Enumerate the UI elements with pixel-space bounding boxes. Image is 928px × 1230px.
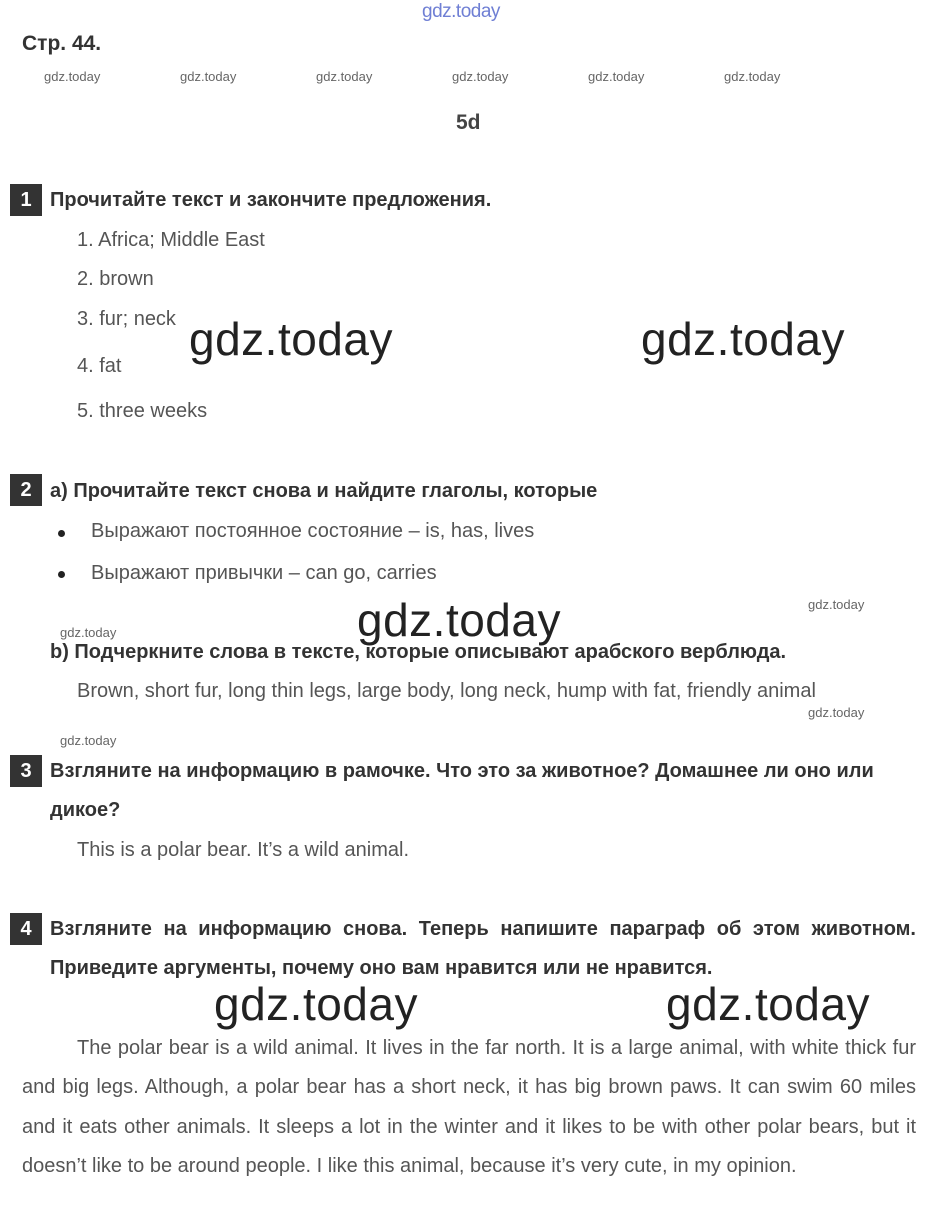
task-1-answer: 5. three weeks	[77, 400, 208, 422]
watermark-small: gdz.today	[60, 625, 117, 640]
task-1-answer: 1. Africa; Middle East	[77, 229, 265, 251]
watermark-top: gdz.today	[422, 1, 500, 22]
task-number-badge: 4	[10, 913, 42, 945]
watermark-large: gdz.today	[357, 594, 561, 646]
task-3-question: Взгляните на информацию в рамочке. Что это за животное? Домашнее ли оно или дикое?	[50, 760, 874, 821]
watermark-small: gdz.today	[44, 69, 101, 84]
watermark-small: gdz.today	[588, 69, 645, 84]
watermark-small: gdz.today	[724, 69, 781, 84]
section-title: 5d	[456, 111, 481, 134]
task-1-answer: 4. fat	[77, 355, 122, 377]
task-number-badge: 3	[10, 755, 42, 787]
task-4-question: Взгляните на информацию снова. Теперь напишите параграф об этом животном. Приведите аргументы, почему оно вам нравится или не нравится.	[50, 918, 916, 979]
task-3-answer: This is a polar bear. It’s a wild animal.	[77, 839, 410, 861]
bullet-icon	[58, 571, 65, 578]
task-1-question: Прочитайте текст и закончите предложения.	[50, 189, 492, 211]
watermark-small: gdz.today	[808, 705, 865, 720]
bullet-icon	[58, 530, 65, 537]
watermark-large: gdz.today	[214, 978, 418, 1030]
watermark-small: gdz.today	[60, 733, 117, 748]
task-1-answer: 2. brown	[77, 268, 154, 290]
page-title: Стр. 44.	[22, 32, 102, 55]
watermark-small: gdz.today	[316, 69, 373, 84]
task-2-question-b: b) Подчеркните слова в тексте, которые описывают арабского верблюда.	[50, 641, 787, 663]
task-2-question-a: a) Прочитайте текст снова и найдите глаголы, которые	[50, 480, 598, 502]
watermark-small: gdz.today	[180, 69, 237, 84]
watermark-large: gdz.today	[641, 313, 845, 365]
watermark-large: gdz.today	[189, 313, 393, 365]
task-2-answer-b: Brown, short fur, long thin legs, large body, long neck, hump with fat, friendly animal	[77, 680, 816, 702]
task-1-answer: 3. fur; neck	[77, 308, 176, 330]
watermark-large: gdz.today	[666, 978, 870, 1030]
task-2-bullet: Выражают постоянное состояние – is, has, lives	[91, 520, 535, 542]
task-4-answer: The polar bear is a wild animal. It lives in the far north. It is a large animal, with white thick fur and big legs. Although, a polar bear has a short neck, it has big brown paws. It can swim 60 miles and it eats other animals. It sleeps a lot in the winter and it likes to be with other polar bears, but it doesn’t like to be around people. I like this animal, because it’s very cute, in my opinion.	[22, 1037, 916, 1178]
task-2-bullet: Выражают привычки – can go, carries	[91, 562, 437, 584]
watermark-small: gdz.today	[452, 69, 509, 84]
watermark-small: gdz.today	[808, 597, 865, 612]
task-number-badge: 1	[10, 184, 42, 216]
task-number-badge: 2	[10, 474, 42, 506]
